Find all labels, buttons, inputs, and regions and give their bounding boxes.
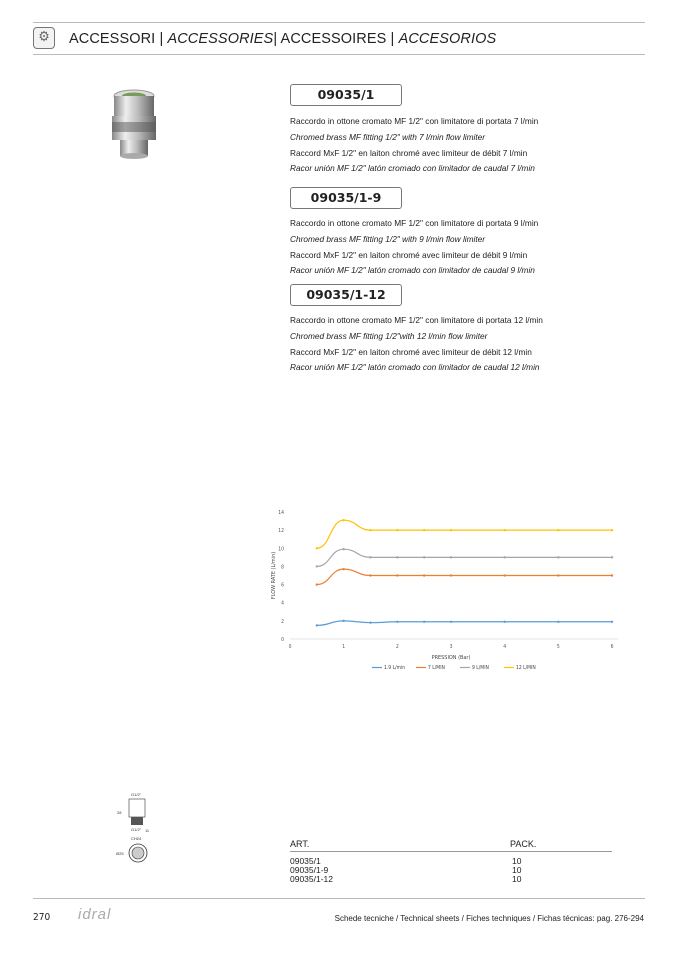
col-pack: PACK. bbox=[510, 839, 537, 849]
article-table bbox=[290, 840, 612, 884]
product-code-box: 09035/1-9 bbox=[290, 187, 402, 209]
footer-divider bbox=[33, 898, 645, 899]
data-point bbox=[396, 529, 398, 531]
data-point bbox=[423, 556, 425, 558]
desc-fr: Raccord MxF 1/2" en laiton chromé avec limiteur de débit 12 l/min bbox=[290, 346, 532, 357]
data-point bbox=[342, 519, 344, 521]
series-line-3 bbox=[317, 520, 612, 548]
data-point bbox=[557, 574, 559, 576]
dim-label: 28 bbox=[117, 810, 122, 815]
x-tick-label: 6 bbox=[610, 644, 614, 650]
product-code-box: 09035/1 bbox=[290, 84, 402, 106]
page-number: 270 bbox=[33, 912, 51, 923]
data-point bbox=[611, 529, 613, 531]
data-point bbox=[611, 621, 613, 623]
table-header bbox=[290, 840, 612, 852]
data-point bbox=[557, 529, 559, 531]
x-axis-label: PRESSION (Bar) bbox=[431, 655, 471, 661]
legend-label: 9 L/MIN bbox=[472, 665, 489, 671]
data-point bbox=[450, 529, 452, 531]
legend-label: 1.9 L/min bbox=[384, 665, 406, 671]
data-point bbox=[316, 565, 318, 567]
y-tick-label: 12 bbox=[278, 528, 284, 535]
data-point bbox=[316, 624, 318, 626]
x-tick-label: 0 bbox=[288, 644, 292, 650]
data-point bbox=[423, 621, 425, 623]
data-point bbox=[450, 621, 452, 623]
data-point bbox=[342, 548, 344, 550]
x-tick-label: 3 bbox=[449, 644, 453, 650]
data-point bbox=[396, 621, 398, 623]
desc-fr: Raccord MxF 1/2" en laiton chromé avec limiteur de débit 7 l/min bbox=[290, 147, 528, 158]
product-image bbox=[108, 88, 160, 160]
technical-drawing bbox=[112, 790, 152, 870]
dim-label: G1/2" bbox=[131, 792, 142, 797]
product-description bbox=[290, 216, 538, 279]
series-line-2 bbox=[317, 549, 612, 566]
product-code-box: 09035/1-12 bbox=[290, 284, 402, 306]
separator: | bbox=[390, 31, 395, 47]
footer-reference: Schede tecniche / Technical sheets / Fiches techniques / Fichas técnicas: pag. 276-294 bbox=[334, 914, 644, 923]
dim-label: 11 bbox=[145, 828, 150, 833]
y-tick-label: 0 bbox=[281, 637, 284, 643]
y-tick-label: 8 bbox=[281, 564, 284, 571]
data-point bbox=[503, 556, 505, 558]
top-divider bbox=[33, 22, 645, 23]
desc-es: Racor unión MF 1/2" latón cromado con limitador de caudal 7 l/min bbox=[290, 163, 535, 174]
y-tick-label: 14 bbox=[278, 510, 284, 516]
title-fr: ACCESSOIRES bbox=[280, 31, 387, 47]
art-code: 09035/1 bbox=[290, 856, 321, 866]
data-point bbox=[316, 583, 318, 585]
col-art: ART. bbox=[290, 839, 310, 849]
data-point bbox=[423, 574, 425, 576]
data-point bbox=[369, 574, 371, 576]
table-row bbox=[290, 857, 612, 866]
pack-qty: 10 bbox=[512, 874, 522, 884]
data-point bbox=[450, 556, 452, 558]
gears-icon: ⚙ bbox=[33, 27, 55, 49]
data-point bbox=[503, 574, 505, 576]
data-point bbox=[369, 529, 371, 531]
x-tick-label: 5 bbox=[556, 644, 560, 650]
data-point bbox=[503, 529, 505, 531]
separator: | bbox=[159, 31, 164, 47]
dim-label: G1/2" bbox=[131, 827, 142, 832]
pack-qty: 10 bbox=[512, 856, 522, 866]
x-tick-label: 1 bbox=[342, 644, 346, 650]
title-en: ACCESSORIES bbox=[167, 31, 274, 47]
y-tick-label: 10 bbox=[278, 546, 284, 553]
data-point bbox=[611, 574, 613, 576]
desc-it: Raccordo in ottone cromato MF 1/2" con limitatore di portata 7 l/min bbox=[290, 116, 539, 126]
y-tick-label: 6 bbox=[281, 582, 284, 589]
data-point bbox=[557, 621, 559, 623]
desc-es: Racor unión MF 1/2" latón cromado con limitador de caudal 9 l/min bbox=[290, 265, 535, 276]
header-divider bbox=[33, 54, 645, 55]
data-point bbox=[396, 556, 398, 558]
y-tick-label: 2 bbox=[281, 618, 284, 625]
dim-label: Ø25 bbox=[116, 851, 124, 856]
desc-fr: Raccord MxF 1/2" en laiton chromé avec limiteur de débit 9 l/min bbox=[290, 249, 528, 260]
table-row bbox=[290, 875, 612, 884]
desc-it: Raccordo in ottone cromato MF 1/2" con limitatore di portata 12 l/min bbox=[290, 315, 543, 325]
art-code: 09035/1-9 bbox=[290, 865, 329, 875]
data-point bbox=[369, 556, 371, 558]
art-code: 09035/1-12 bbox=[290, 874, 334, 884]
dim-label: CH24 bbox=[131, 836, 142, 841]
data-point bbox=[342, 620, 344, 622]
data-point bbox=[503, 621, 505, 623]
title-es: ACCESORIOS bbox=[398, 31, 497, 47]
legend-label: 7 L/MIN bbox=[428, 665, 445, 671]
series-line-0 bbox=[317, 621, 612, 626]
data-point bbox=[423, 529, 425, 531]
data-point bbox=[316, 547, 318, 549]
desc-it: Raccordo in ottone cromato MF 1/2" con limitatore di portata 9 l/min bbox=[290, 218, 539, 228]
y-axis-label: FLOW RATE (L/min) bbox=[271, 551, 277, 600]
pack-qty: 10 bbox=[512, 865, 522, 875]
flow-rate-chart bbox=[262, 500, 632, 680]
data-point bbox=[450, 574, 452, 576]
data-point bbox=[342, 568, 344, 570]
x-tick-label: 4 bbox=[503, 644, 507, 650]
y-tick-label: 4 bbox=[281, 600, 284, 607]
product-description bbox=[290, 313, 543, 376]
data-point bbox=[369, 621, 371, 623]
x-tick-label: 2 bbox=[395, 644, 399, 650]
section-title bbox=[69, 31, 496, 47]
desc-en: Chromed brass MF fitting 1/2"with 12 l/min flow limiter bbox=[290, 330, 488, 341]
idral-logo: idral bbox=[78, 906, 112, 923]
data-point bbox=[557, 556, 559, 558]
separator: | bbox=[273, 31, 278, 47]
desc-es: Racor unión MF 1/2" latón cromado con limitador de caudal 12 l/min bbox=[290, 362, 540, 373]
series-line-1 bbox=[317, 569, 612, 584]
data-point bbox=[396, 574, 398, 576]
desc-en: Chromed brass MF fitting 1/2" with 7 l/min flow limiter bbox=[290, 131, 486, 142]
table-row bbox=[290, 866, 612, 875]
product-description bbox=[290, 114, 538, 177]
desc-en: Chromed brass MF fitting 1/2" with 9 l/min flow limiter bbox=[290, 233, 486, 244]
title-it: ACCESSORI bbox=[69, 31, 156, 47]
legend-label: 12 L/MIN bbox=[516, 665, 536, 671]
data-point bbox=[611, 556, 613, 558]
